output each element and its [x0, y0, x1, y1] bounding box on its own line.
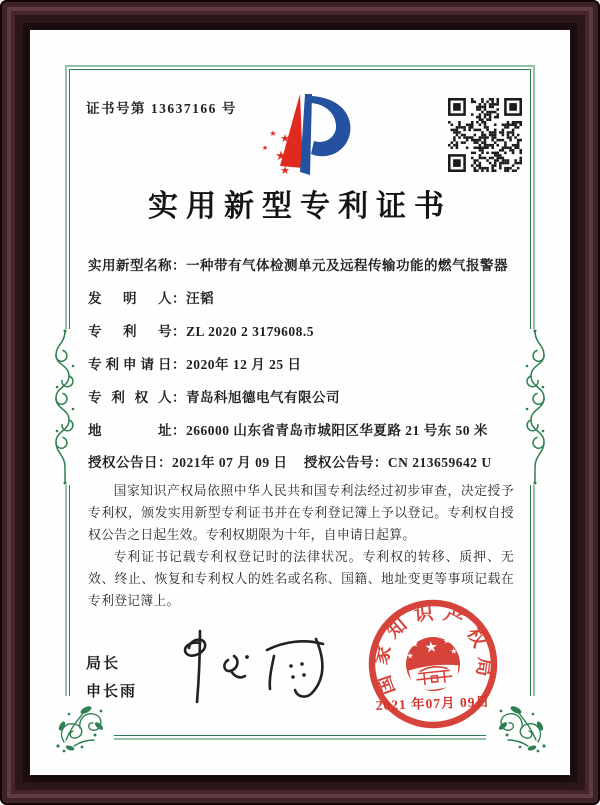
- scroll-ornament-left-icon: [52, 329, 78, 485]
- director-signature-icon: [155, 626, 350, 708]
- field-value: 青岛科旭德电气有限公司: [186, 390, 340, 405]
- grant-date-label: 授权公告日: [88, 455, 158, 470]
- grant-number-value: CN 213659642 U: [387, 455, 492, 470]
- field-value: 2020年 12 月 25 日: [186, 357, 302, 372]
- svg-text:★: ★: [269, 129, 277, 138]
- svg-text:★: ★: [423, 637, 439, 657]
- svg-text:★: ★: [405, 651, 415, 661]
- director-title: 局长: [86, 656, 121, 672]
- scroll-ornament-right-icon: [522, 329, 548, 485]
- svg-text:★: ★: [410, 639, 419, 650]
- colon: ：: [172, 357, 186, 372]
- field-value: 一种带有气体检测单元及远程传输功能的燃气报警器: [186, 258, 508, 273]
- colon: ：: [373, 455, 388, 470]
- field-row-address: [88, 419, 488, 439]
- colon: ：: [158, 455, 172, 470]
- grant-number-label: 授权公告号: [303, 455, 374, 470]
- grant-number-group: [304, 455, 492, 470]
- body-paragraph-1: 国家知识产权局依照中华人民共和国专利法经过初步审查，决定授予专利权，颁发实用新型专利证书并在专利登记簿上予以登记。专利权自授权公告之日起生效。专利权期限为十年，自申请日起算。: [88, 484, 514, 542]
- field-value: 266000 山东省青岛市城阳区华夏路 21 号东 50 米: [186, 423, 488, 438]
- svg-text:★: ★: [280, 164, 290, 177]
- svg-text:★: ★: [280, 132, 290, 145]
- svg-text:★: ★: [275, 149, 287, 164]
- cnipa-official-seal: [333, 590, 533, 766]
- field-value: ZL 2020 2 3179608.5: [186, 324, 315, 339]
- seal-date: 2021 年07月 09日: [375, 694, 491, 713]
- floral-ornament-bottom-left-icon: [54, 702, 106, 754]
- field-label: 发明人: [88, 291, 172, 306]
- certificate-title: 实用新型专利证书: [148, 190, 452, 223]
- certificate-page: [30, 30, 570, 775]
- colon: ：: [172, 324, 186, 339]
- grant-date-value: 2021年 07 月 09 日: [172, 455, 288, 470]
- field-label: 专利号: [88, 324, 172, 339]
- field-label: 专利权人: [88, 390, 172, 405]
- colon: ：: [172, 258, 186, 273]
- certificate-number: 证书号第 13637166 号: [86, 101, 237, 116]
- colon: ：: [172, 390, 186, 405]
- field-row-name: [88, 254, 508, 274]
- field-label: 专利申请日: [88, 357, 172, 372]
- colon: ：: [172, 291, 186, 306]
- grant-date-group: [88, 451, 300, 471]
- field-label: 地址: [88, 423, 172, 438]
- qr-code: [448, 98, 522, 172]
- seal-ring-text: 国家知识产权局: [370, 602, 496, 698]
- field-row-patent-number: [88, 320, 314, 340]
- body-paragraph-2: 专利证书记载专利权登记时的法律状况。专利权的转移、质押、无效、终止、恢复和专利权人的姓名或名称、国籍、地址变更等事项记载在专利登记簿上。: [88, 550, 514, 608]
- cnipa-patent-logo-icon: [242, 88, 362, 183]
- field-row-filing-date: [88, 353, 302, 373]
- colon: ：: [172, 423, 186, 438]
- svg-text:★: ★: [449, 646, 458, 657]
- director-name: 申长雨: [86, 684, 138, 700]
- field-value: 汪韬: [186, 291, 214, 306]
- svg-text:★: ★: [442, 636, 451, 646]
- field-row-patentee: [88, 386, 340, 406]
- field-row-grant: [88, 451, 492, 471]
- national-emblem-icon: [403, 634, 462, 693]
- field-row-inventor: [88, 287, 214, 307]
- field-label: 实用新型名称: [88, 258, 172, 273]
- svg-text:★: ★: [261, 144, 269, 152]
